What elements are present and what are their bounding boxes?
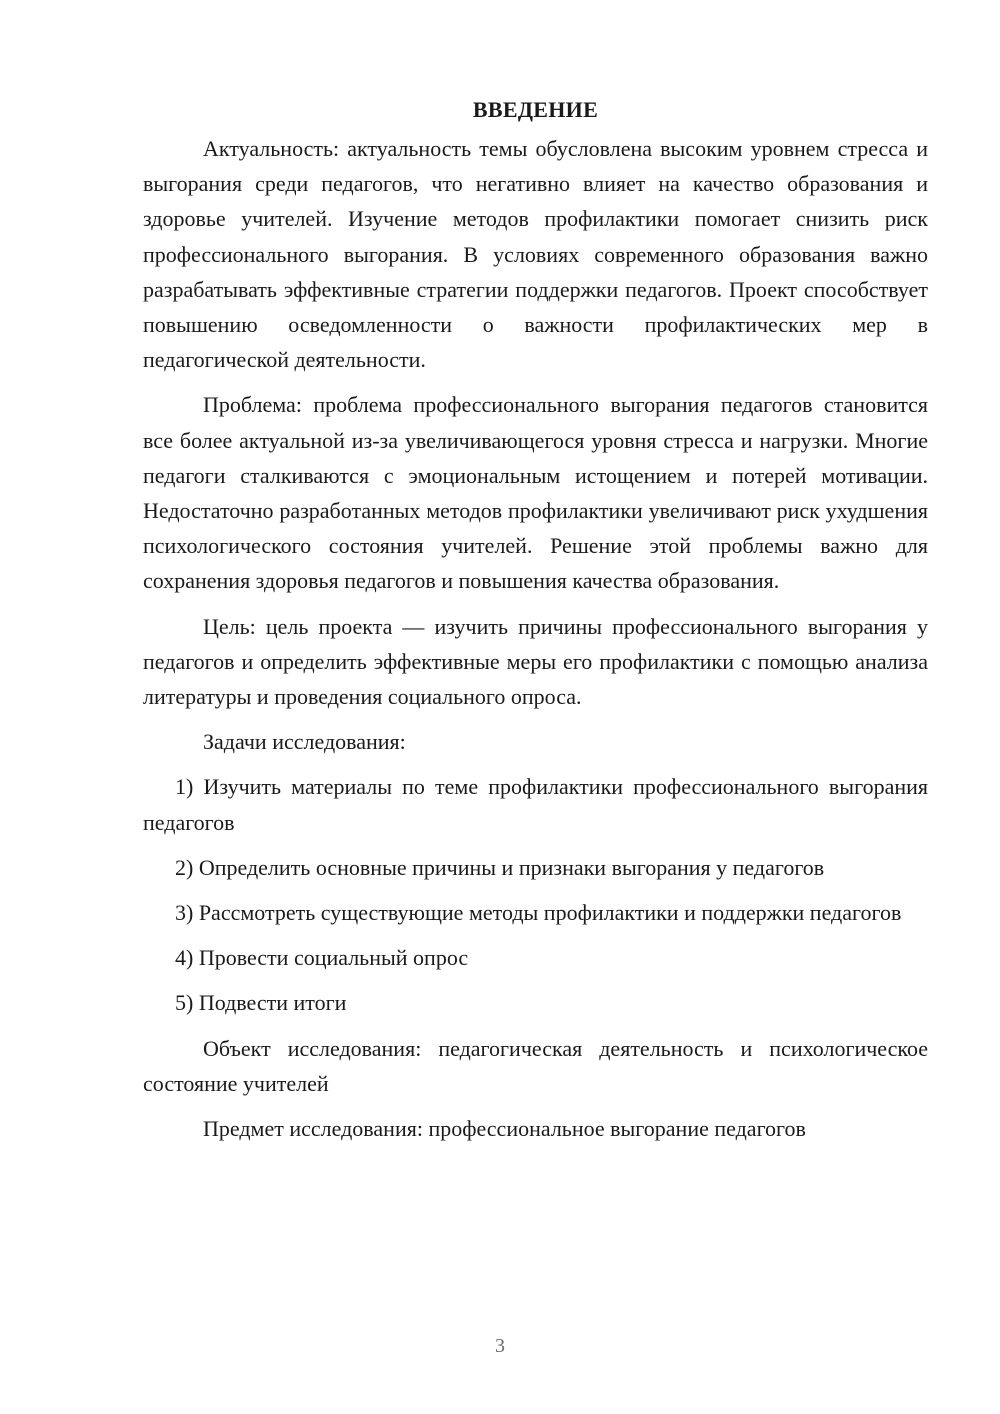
page-title: ВВЕДЕНИЕ — [472, 97, 599, 122]
subject-paragraph: Предмет исследования: профессиональное выгорание педагогов — [203, 1116, 806, 1142]
task-item-4: 4) Провести социальный опрос — [175, 945, 469, 971]
page-number: 3 — [495, 1335, 505, 1357]
task-item-5: 5) Подвести итоги — [175, 990, 347, 1016]
goal-paragraph: Цель: цель проекта — изучить причины профессионального выгорания у педагогов и определить эффективные меры его профилактики с помощью анализа литературы и проведения социального опроса. — [143, 613, 928, 710]
tasks-heading: Задачи исследования: — [203, 729, 406, 755]
task-item-3: 3) Рассмотреть существующие методы профилактики и поддержки педагогов — [175, 900, 902, 926]
task-item-1: 1) Изучить материалы по теме профилактики профессионального выгорания педагогов — [143, 774, 928, 835]
object-paragraph: Объект исследования: педагогическая деятельность и психологическое состояние учителей — [143, 1035, 928, 1096]
problem-paragraph: Проблема: проблема профессионального выгорания педагогов становится все более актуальной из-за увеличивающегося уровня стресса и нагрузки. Многие педагоги сталкиваются с эмоциональным истощением и потерей мотивации. Недостаточно разработанных методов профилактики увеличивают риск ухудшения психологического состояния учителей. Решение этой проблемы важно для сохранения здоровья педагогов и повышения качества образования. — [143, 392, 928, 594]
document-body — [143, 92, 928, 1146]
task-item-2: 2) Определить основные причины и признаки выгорания у педагогов — [175, 854, 825, 880]
relevance-paragraph: Актуальность: актуальность темы обусловлена высоким уровнем стресса и выгорания среди педагогов, что негативно влияет на качество образования и здоровье учителей. Изучение методов профилактики помогает снизить риск профессионального выгорания. В условиях современного образования важно разрабатывать эффективные стратегии поддержки педагогов. Проект способствует повышению осведомленности о важности профилактических мер в педагогической деятельности. — [143, 136, 928, 373]
